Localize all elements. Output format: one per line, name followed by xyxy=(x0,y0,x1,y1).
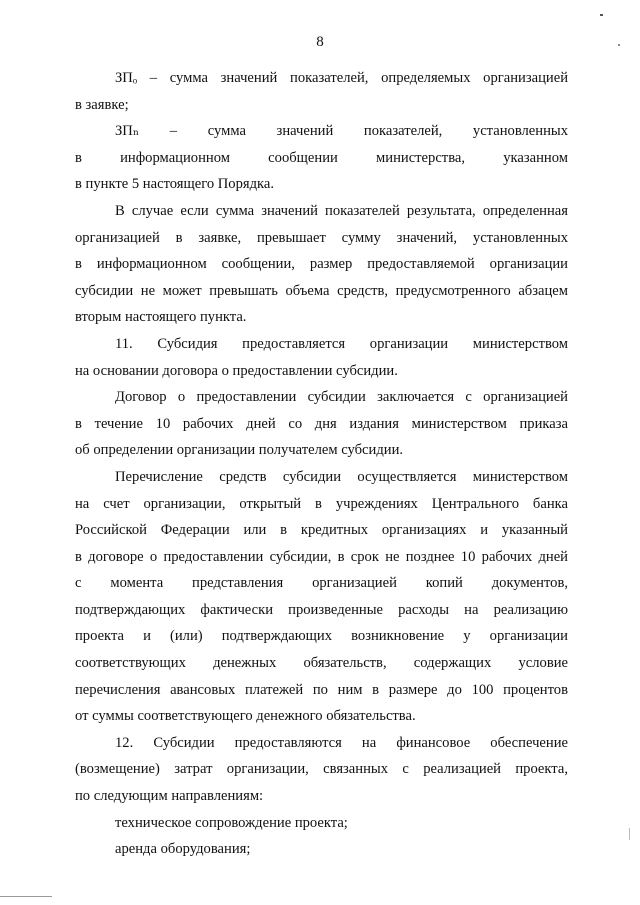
text-line: по следующим направлениям: xyxy=(75,788,264,805)
page-number: 8 xyxy=(316,34,324,50)
text-line: ЗПₒ – сумма значений показателей, определяемых организацией xyxy=(115,70,568,86)
paragraph xyxy=(75,730,568,810)
text-line: подтверждающих фактически произведенные расходы на реализацию xyxy=(75,601,568,618)
text-line: субсидии не может превышать объема средств, предусмотренного абзацем xyxy=(75,282,568,299)
text-line: Российской Федерации или в кредитных организациях и указанный xyxy=(75,522,568,539)
text-line: 12. Субсидии предоставляются на финансовое обеспечение xyxy=(115,734,568,751)
text-line: проекта и (или) подтверждающих возникновение у организации xyxy=(75,628,568,645)
text-line: аренда оборудования; xyxy=(115,841,251,858)
text-line: перечисления авансовых платежей по ним в размере до 100 процентов xyxy=(75,681,568,698)
text-line: на основании договора о предоставлении субсидии. xyxy=(75,362,398,379)
paragraph xyxy=(75,836,568,863)
text-line: об определении организации получателем субсидии. xyxy=(75,442,404,459)
text-line: от суммы соответствующего денежного обязательства. xyxy=(75,708,416,725)
document-body xyxy=(75,65,568,863)
text-line: в заявке; xyxy=(75,96,129,113)
text-line: (возмещение) затрат организации, связанных с реализацией проекта, xyxy=(75,761,568,778)
text-line: Договор о предоставлении субсидии заключается с организацией xyxy=(115,389,568,406)
text-line: вторым настоящего пункта. xyxy=(75,309,247,326)
paragraph xyxy=(75,464,568,730)
text-line: В случае если сумма значений показателей результата, определенная xyxy=(115,202,568,219)
paragraph xyxy=(75,384,568,464)
scan-mark xyxy=(600,14,603,16)
text-line: ЗПₙ – сумма значений показателей, установленных xyxy=(115,123,568,140)
text-line: в информационном сообщении министерства, указанном xyxy=(75,149,568,166)
text-line: техническое сопровождение проекта; xyxy=(115,814,348,831)
text-line: в договоре о предоставлении субсидии, в срок не позднее 10 рабочих дней xyxy=(75,548,568,565)
text-line: в информационном сообщении, размер предоставляемой организации xyxy=(75,256,568,273)
paragraph xyxy=(75,810,568,837)
text-line: соответствующих денежных обязательств, содержащих условие xyxy=(75,655,568,672)
paragraph xyxy=(75,118,568,198)
paragraph xyxy=(75,65,568,118)
scan-edge-line xyxy=(0,896,52,897)
text-line: организацией в заявке, превышает сумму значений, установленных xyxy=(75,229,568,246)
scan-mark xyxy=(629,828,630,840)
text-line: Перечисление средств субсидии осуществляется министерством xyxy=(115,468,568,485)
paragraph xyxy=(75,198,568,331)
text-line: с момента представления организацией копий документов, xyxy=(75,575,568,592)
text-line: 11. Субсидия предоставляется организации министерством xyxy=(115,335,568,352)
text-line: на счет организации, открытый в учреждениях Центрального банка xyxy=(75,495,568,512)
paragraph xyxy=(75,331,568,384)
text-line: в пункте 5 настоящего Порядка. xyxy=(75,176,275,193)
text-line: в течение 10 рабочих дней со дня издания министерством приказа xyxy=(75,415,568,432)
